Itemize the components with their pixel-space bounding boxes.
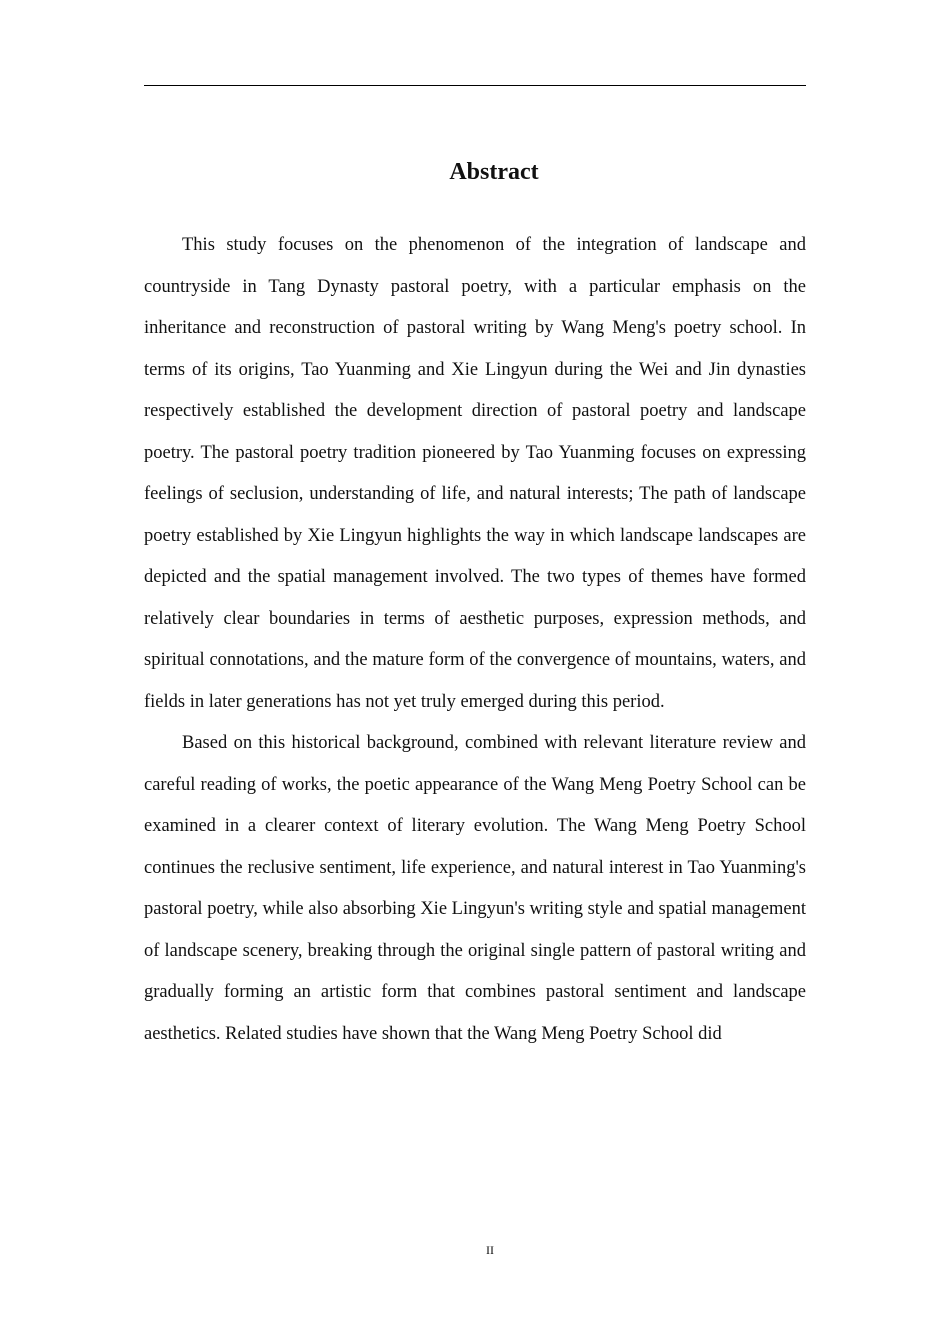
abstract-body: [144, 225, 806, 1055]
header-rule: [144, 85, 806, 86]
page-number: II: [486, 1243, 494, 1257]
abstract-paragraph-2: Based on this historical background, combined with relevant literature review and careful reading of works, the poetic appearance of the Wang Meng Poetry School can be examined in a clearer context of literary evolution. The Wang Meng Poetry School continues the reclusive sentiment, life experience, and natural interest in Tao Yuanming's pastoral poetry, while also absorbing Xie Lingyun's writing style and spatial management of landscape scenery, breaking through the original single pattern of pastoral writing and gradually forming an artistic form that combines pastoral sentiment and landscape aesthetics. Related studies have shown that the Wang Meng Poetry School did: [144, 733, 806, 1044]
abstract-paragraph-1: This study focuses on the phenomenon of the integration of landscape and countryside in Tang Dynasty pastoral poetry, with a particular emphasis on the inheritance and reconstruction of pastoral writing by Wang Meng's poetry school. In terms of its origins, Tao Yuanming and Xie Lingyun during the Wei and Jin dynasties respectively established the development direction of pastoral poetry and landscape poetry. The pastoral poetry tradition pioneered by Tao Yuanming focuses on expressing feelings of seclusion, understanding of life, and natural interests; The path of landscape poetry established by Xie Lingyun highlights the way in which landscape landscapes are depicted and the spatial management involved. The two types of themes have formed relatively clear boundaries in terms of aesthetic purposes, expression methods, and spiritual connotations, and the mature form of the convergence of mountains, waters, and fields in later generations has not yet truly emerged during this period.: [144, 235, 806, 712]
page-title: Abstract: [449, 159, 539, 185]
